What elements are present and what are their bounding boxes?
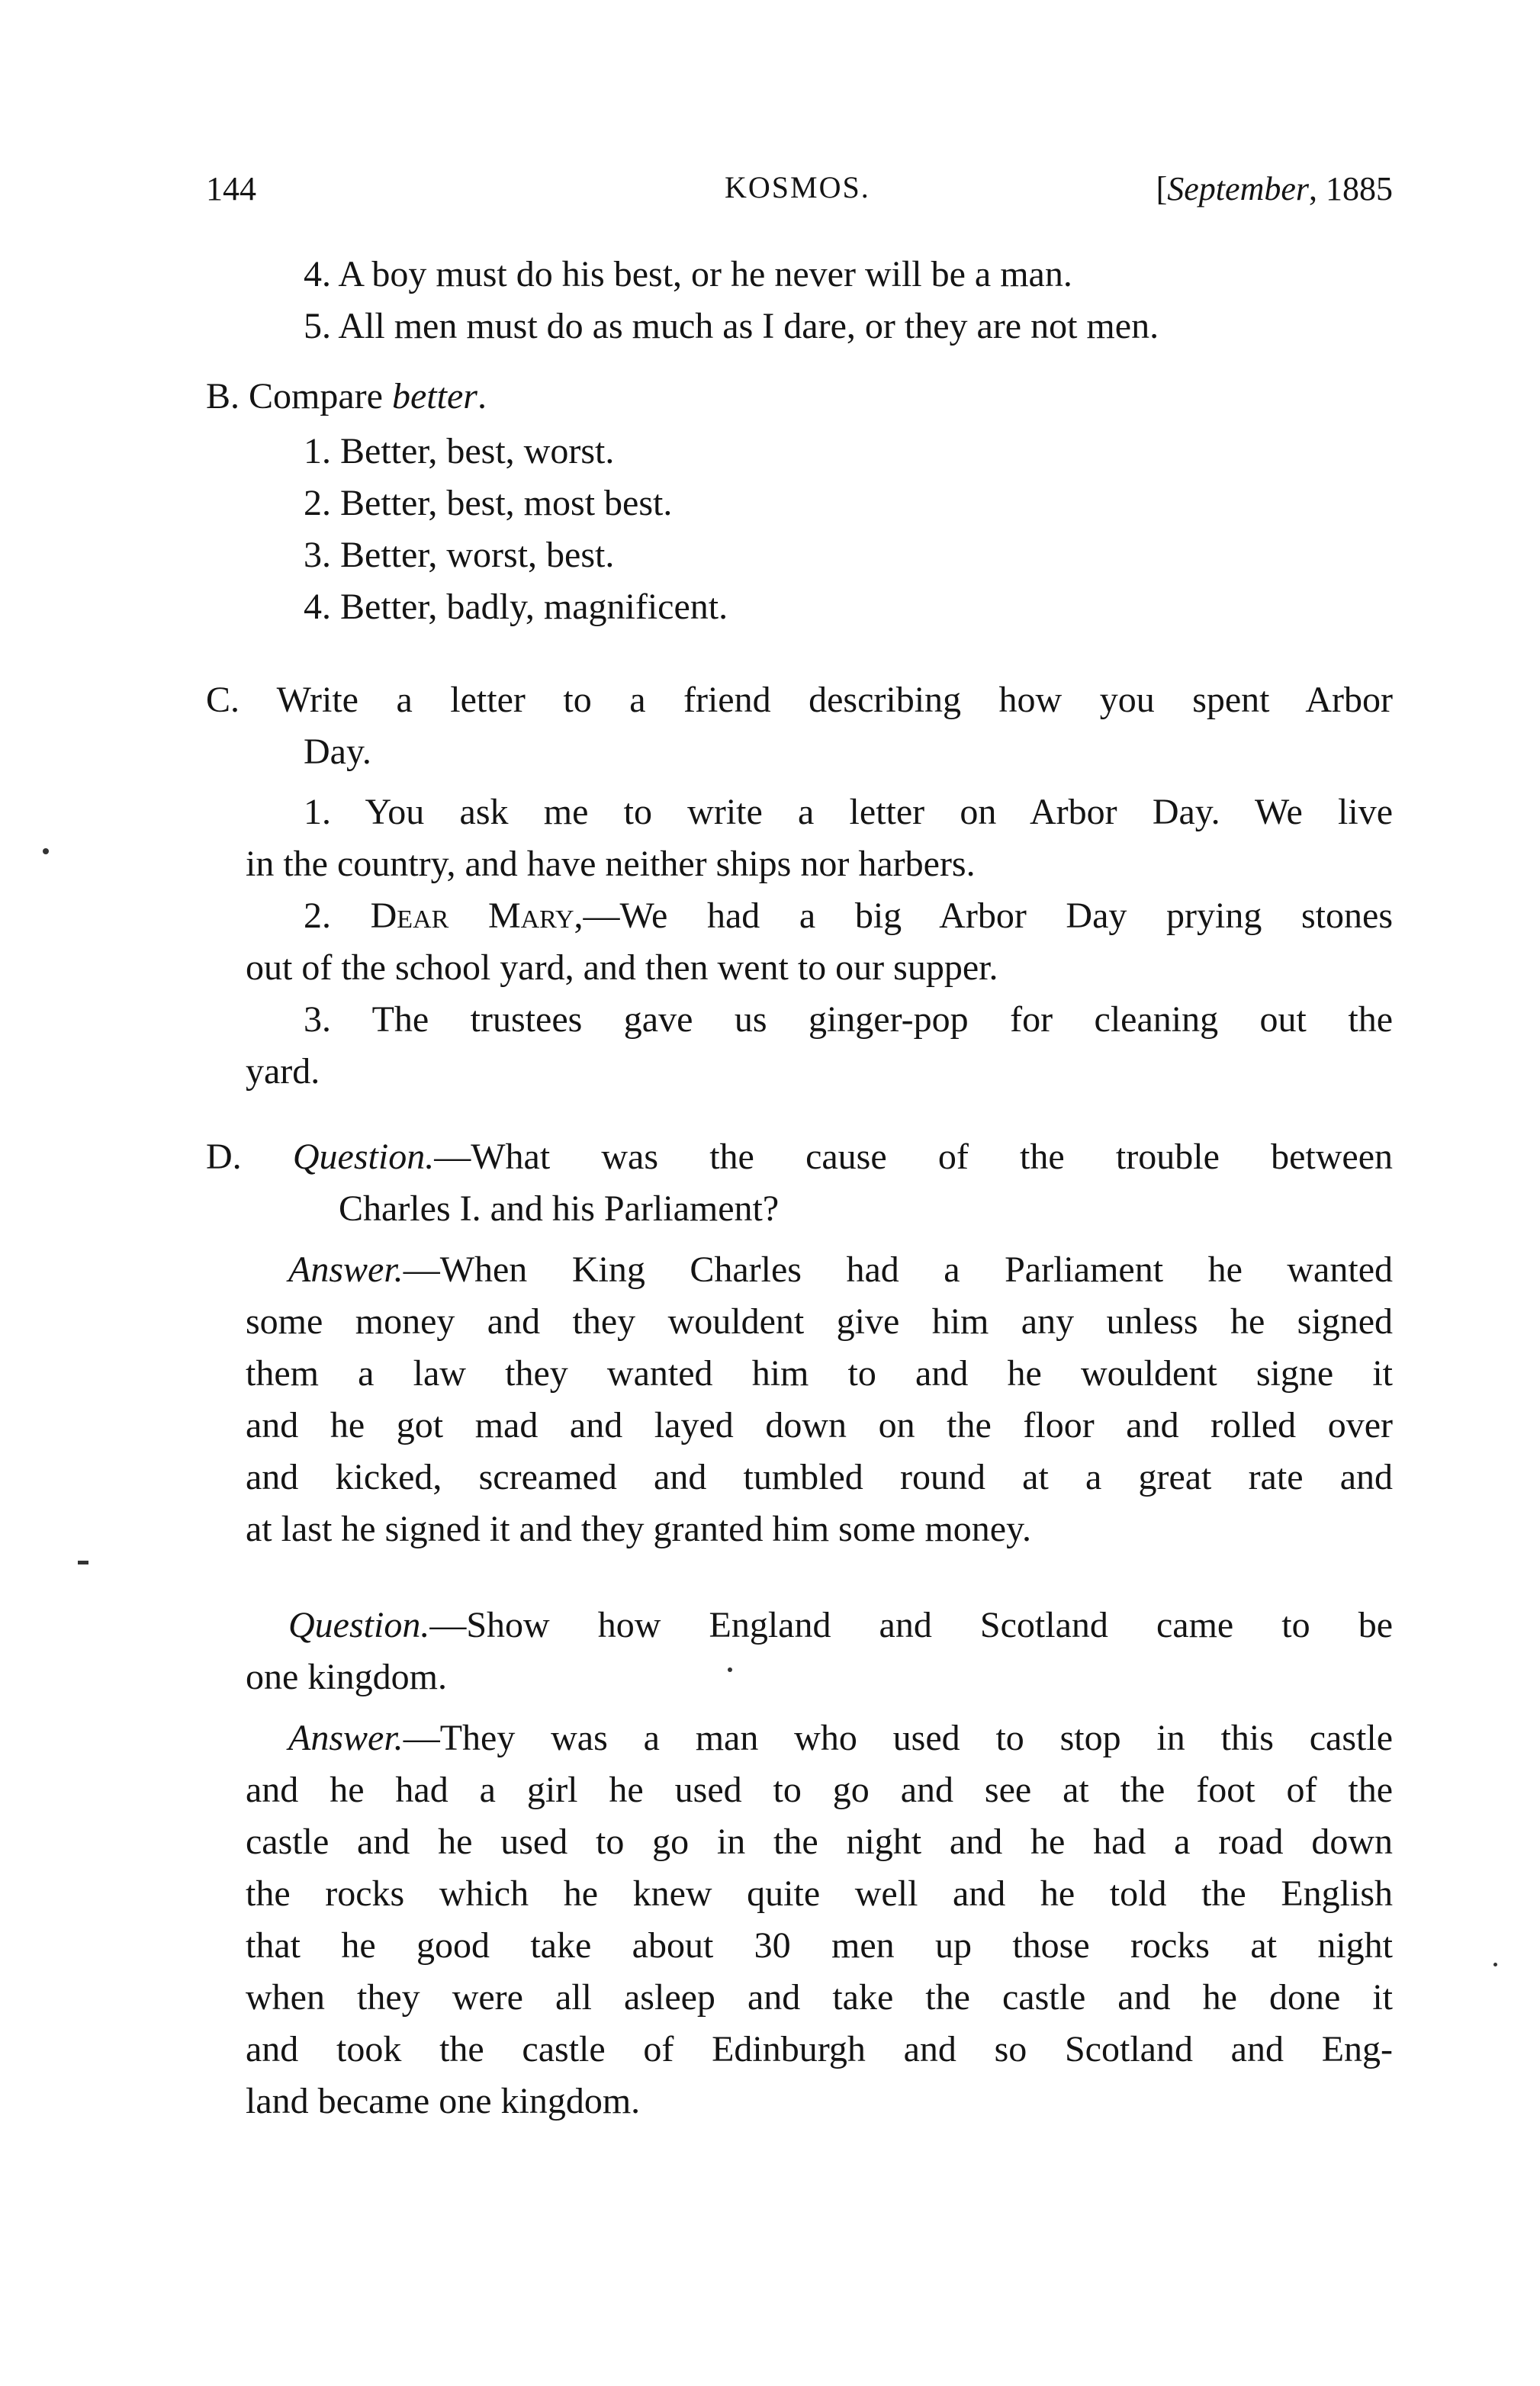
d-prefix: D. bbox=[206, 1137, 293, 1177]
d-question-1-label: Question. bbox=[292, 1137, 435, 1177]
date-bracket: [ bbox=[1156, 170, 1168, 207]
b-prompt bbox=[206, 374, 487, 420]
d-answer-2-line-6: when they were all asleep and take the castle and he done it bbox=[246, 1977, 1393, 2018]
d-answer-2-line-5: that he good take about 30 men up those rocks at night bbox=[246, 1925, 1393, 1966]
c-answer-1-line-1: 1. You ask me to write a letter on Arbor Day. We live bbox=[304, 792, 1393, 832]
scan-speck bbox=[43, 848, 49, 854]
b-suffix: . bbox=[477, 376, 487, 416]
d-answer-1-line-6: at last he signed it and they granted him some money. bbox=[246, 1509, 1031, 1549]
d-answer-1-label: Answer. bbox=[288, 1249, 403, 1290]
b-prefix: B. Compare bbox=[206, 376, 392, 416]
b-word: better bbox=[391, 376, 477, 416]
scan-speck bbox=[78, 1561, 88, 1564]
running-title: KOSMOS. bbox=[725, 170, 870, 204]
b-option-4: 4. Better, badly, magnificent. bbox=[304, 587, 728, 627]
d-question-1-line-1 bbox=[206, 1134, 1393, 1180]
a-item-5: 5. All men must do as much as I dare, or they are not men. bbox=[304, 306, 1159, 346]
header-date bbox=[1156, 169, 1393, 208]
d-answer-1-line-4: and he got mad and layed down on the floor and rolled over bbox=[246, 1405, 1393, 1445]
d-answer-1-line-3: them a law they wanted him to and he wouldent signe it bbox=[246, 1353, 1393, 1394]
d-answer-1-line-1 bbox=[288, 1247, 1393, 1293]
page-header bbox=[206, 169, 1393, 215]
d-answer-2-line-4: the rocks which he knew quite well and he told the English bbox=[246, 1873, 1393, 1914]
d-question-2-line-2: one kingdom. bbox=[246, 1657, 447, 1697]
d-answer-2-line-1 bbox=[288, 1716, 1393, 1761]
d-question-2-rest: —Show how England and Scotland came to be bbox=[429, 1605, 1393, 1645]
date-year: , 1885 bbox=[1309, 170, 1393, 207]
d-answer-2-label: Answer. bbox=[288, 1718, 403, 1758]
d-question-2-label: Question. bbox=[288, 1605, 430, 1645]
d-answer-1-text: —When King Charles had a Parliament he wanted bbox=[403, 1249, 1393, 1290]
d-question-1-rest: —What was the cause of the trouble between bbox=[434, 1137, 1393, 1177]
page-number: 144 bbox=[206, 170, 256, 207]
d-answer-2-line-8: land became one kingdom. bbox=[246, 2081, 641, 2121]
scan-speck bbox=[728, 1667, 732, 1672]
b-option-1: 1. Better, best, worst. bbox=[304, 431, 615, 471]
c-answer-2-rest: —We had a big Arbor Day prying stones bbox=[583, 896, 1394, 936]
scan-speck bbox=[1493, 1963, 1497, 1966]
d-answer-2-line-2: and he had a girl he used to go and see at the foot of the bbox=[246, 1770, 1393, 1810]
a-item-4: 4. A boy must do his best, or he never will be a man. bbox=[304, 254, 1072, 294]
d-answer-2-line-3: castle and he used to go in the night and he had a road down bbox=[246, 1822, 1393, 1862]
c-answer-2-number: 2. bbox=[304, 896, 371, 936]
b-option-3: 3. Better, worst, best. bbox=[304, 535, 615, 575]
d-answer-2-text: —They was a man who used to stop in this castle bbox=[403, 1718, 1393, 1758]
d-question-1-line-2: Charles I. and his Parliament? bbox=[339, 1188, 780, 1229]
d-answer-1-line-2: some money and they wouldent give him any unless he signed bbox=[246, 1301, 1393, 1342]
c-answer-2-salutation: Dear Mary, bbox=[370, 896, 584, 936]
date-month: September bbox=[1167, 170, 1309, 207]
d-question-2-line-1 bbox=[288, 1603, 1393, 1648]
c-answer-2-line-1 bbox=[304, 893, 1393, 939]
c-answer-1-line-2: in the country, and have neither ships nor harbers. bbox=[246, 844, 976, 884]
d-answer-1-line-5: and kicked, screamed and tumbled round at a great rate and bbox=[246, 1457, 1393, 1497]
c-answer-2-line-2: out of the school yard, and then went to our supper. bbox=[246, 947, 998, 988]
b-option-2: 2. Better, best, most best. bbox=[304, 483, 673, 523]
c-answer-3-line-1: 3. The trustees gave us ginger-pop for cleaning out the bbox=[304, 999, 1393, 1040]
c-answer-3-line-2: yard. bbox=[246, 1051, 320, 1092]
d-answer-2-line-7: and took the castle of Edinburgh and so Scotland and Eng- bbox=[246, 2029, 1393, 2069]
c-prompt-line-2: Day. bbox=[304, 732, 371, 772]
c-prompt-line-1: C. Write a letter to a friend describing how you spent Arbor bbox=[206, 680, 1393, 720]
